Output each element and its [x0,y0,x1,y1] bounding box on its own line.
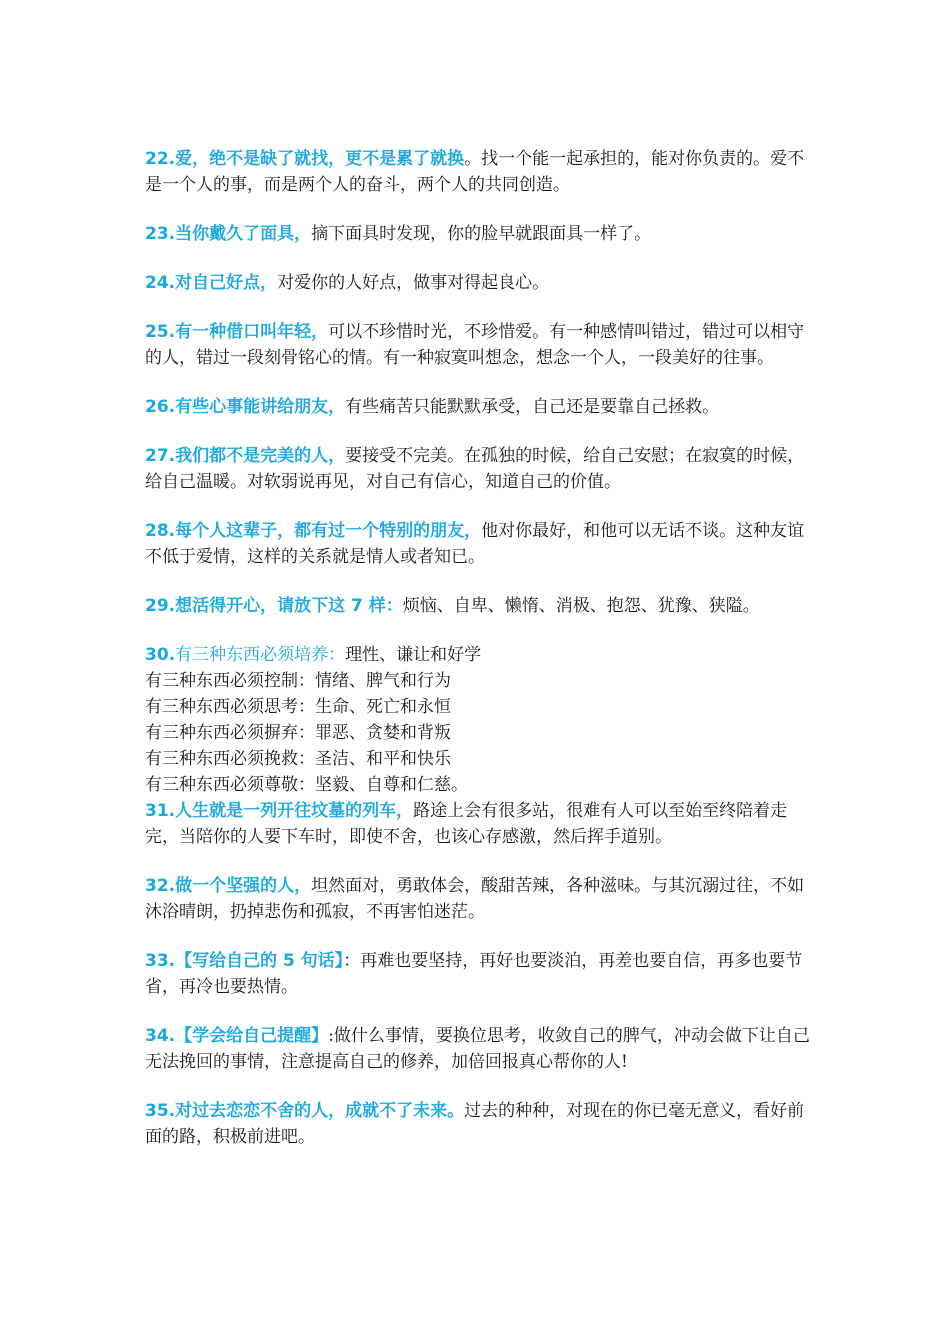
quote-24 [145,270,815,296]
quote-26 [145,394,815,420]
quote-heading: 想活得开心，请放下这 7 样： [175,596,403,616]
quote-body: 烦恼、自卑、懒惰、消极、抱怨、犹豫、狭隘。 [402,596,760,616]
quote-heading: 【学会给自己提醒】 [175,1026,329,1046]
quote-27 [145,443,815,495]
quote-number: 23. [145,224,176,244]
quote-body: 可以不珍惜时光，不珍惜爱。有一种感情叫错过，错过可以相守的人，错过一段刻骨铭心的情。有一种寂寞叫想念，想念一个人，一段美好的往事。 [145,322,805,368]
quote-number: 24. [145,273,176,293]
quote-number: 34. [145,1026,176,1046]
quote-heading: 每个人这辈子，都有过一个特别的朋友， [175,521,482,541]
quotes-list [145,146,815,1173]
quote-heading: 人生就是一列开往坟墓的列车， [175,801,414,821]
quote-body: 他对你最好，和他可以无话不谈。这种友谊不低于爱情，这样的关系就是情人或者知已。 [145,521,805,567]
quote-body: 要接受不完美。在孤独的时候，给自己安慰；在寂寞的时候，给自己温暖。对软弱说再见，对自己有信心，知道自己的价值。 [145,446,805,492]
quote-heading: 对过去恋恋不舍的人，成就不了未来。 [175,1101,465,1121]
quote-30-line: 有三种东西必须摒弃：罪恶、贪婪和背叛 [145,723,451,743]
quote-number: 26. [145,397,176,417]
quote-body: 对爱你的人好点，做事对得起良心。 [277,273,550,293]
quote-body: 路途上会有很多站，很难有人可以至始至终陪着走完，当陪你的人要下车时，即使不舍，也该心存感激，然后挥手道别。 [145,801,788,847]
quote-heading: 我们都不是完美的人， [175,446,346,466]
quote-heading: 爱，绝不是缺了就找，更不是累了就换 [175,149,465,169]
quote-number: 30. [145,645,176,665]
quote-number: 29. [145,596,176,616]
quote-body: :做什么事情，要换位思考，收敛自己的脾气，冲动会做下让自己无法挽回的事情，注意提高自己的修养，加倍回报真心帮你的人! [145,1026,810,1072]
quote-body: 有些痛苦只能默默承受，自己还是要靠自己拯救。 [345,397,720,417]
quote-30-line: 有三种东西必须挽救：圣洁、和平和快乐 [145,749,451,769]
quote-heading: 【写给自己的 5 句话】 [175,951,344,971]
quote-35 [145,1098,815,1150]
quote-body: 理性、谦让和好学 [345,645,482,665]
quote-number: 28. [145,521,176,541]
quote-33 [145,948,815,1000]
quote-heading: 有一种借口叫年轻， [175,322,329,342]
quote-number: 31. [145,801,176,821]
quote-number: 25. [145,322,176,342]
quote-heading: 有些心事能讲给朋友， [175,397,346,417]
quote-number: 32. [145,876,176,896]
quote-number: 33. [145,951,176,971]
quote-heading: 做一个坚强的人， [175,876,312,896]
quote-heading: 当你戴久了面具， [175,224,312,244]
quote-32 [145,873,815,925]
quote-heading: 有三种东西必须培养： [175,645,346,665]
quote-31 [145,798,815,850]
quote-30-line [145,642,815,668]
quote-body: 摘下面具时发现，你的脸早就跟面具一样了。 [311,224,652,244]
quote-body: 。找一个能一起承担的，能对你负责的。爱不是一个人的事，而是两个人的奋斗，两个人的共同创造。 [145,149,805,195]
quote-29 [145,593,815,619]
quote-25 [145,319,815,371]
quote-number: 27. [145,446,176,466]
quote-34 [145,1023,815,1075]
quote-body: ：再难也要坚持，再好也要淡泊，再差也要自信，再多也要节省，再冷也要热情。 [145,951,803,997]
quote-30-line: 有三种东西必须尊敬：坚毅、自尊和仁慈。 [145,775,468,795]
quote-number: 35. [145,1101,176,1121]
quote-body: 过去的种种，对现在的你已毫无意义，看好前面的路，积极前进吧。 [145,1101,805,1147]
quote-number: 22. [145,149,176,169]
quote-30-line: 有三种东西必须思考：生命、死亡和永恒 [145,697,451,717]
quote-body: 坦然面对，勇敢体会，酸甜苦辣，各种滋味。与其沉溺过往，不如沐浴晴朗，扔掉悲伤和孤寂，不再害怕迷茫。 [145,876,805,922]
quote-22 [145,146,815,198]
quote-30 [145,642,815,798]
quote-30-line: 有三种东西必须控制：情绪、脾气和行为 [145,671,451,691]
quote-28 [145,518,815,570]
quote-23 [145,221,815,247]
quote-heading: 对自己好点， [175,273,278,293]
